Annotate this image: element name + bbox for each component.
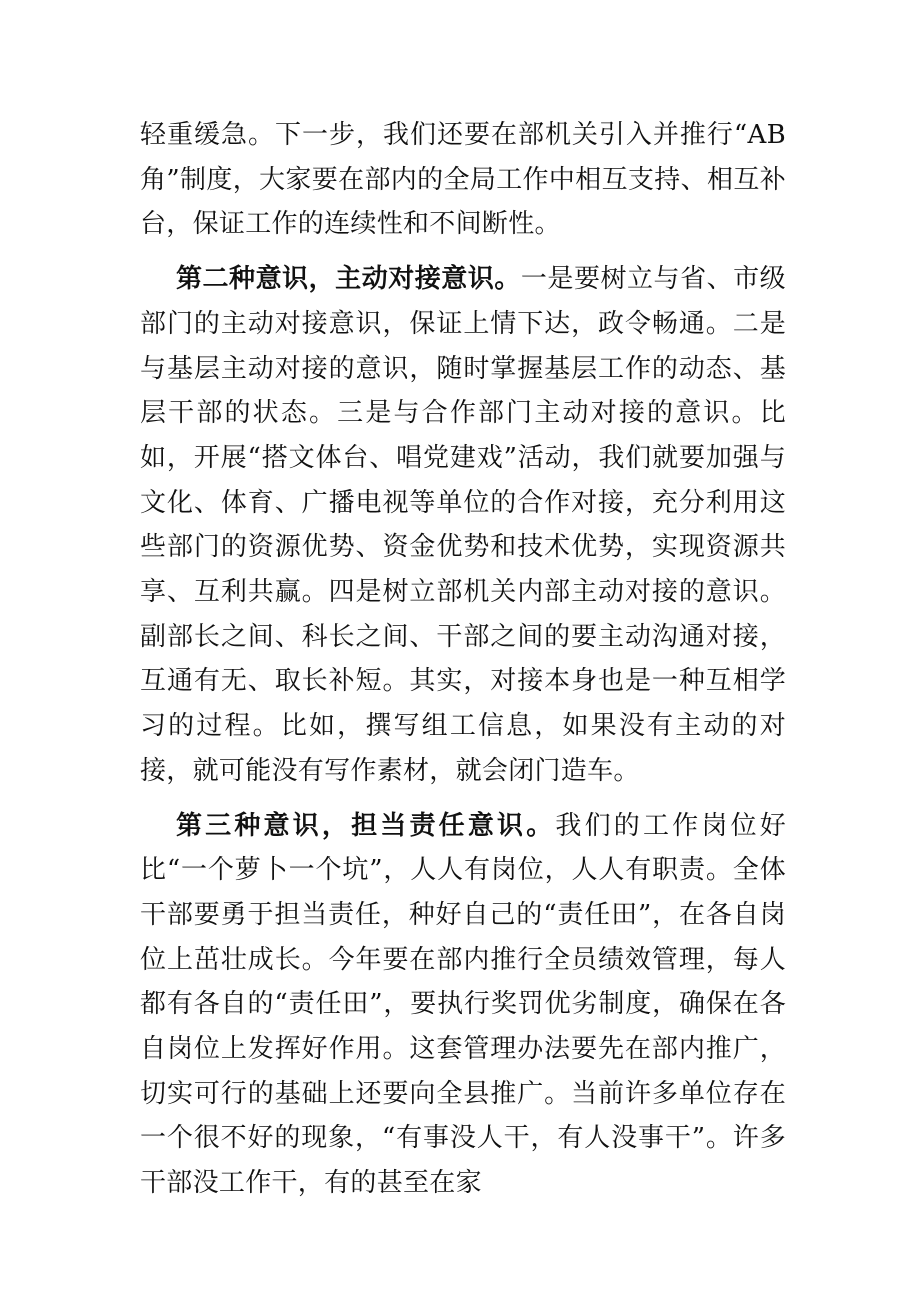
paragraph-continuation xyxy=(140,113,786,247)
paragraph-2-heading: 第二种意识，主动对接意识。 xyxy=(176,264,521,295)
document-body xyxy=(140,113,786,1216)
paragraph-3-text: 我们的工作岗位好比“一个萝卜一个坑”，人人有岗位，人人有职责。全体干部要勇于担当责任，种好自己的“责任田”，在各自岗位上茁壮成长。今年要在部内推行全员绩效管理，每人都有各自的“责任田”，要执行奖罚优劣制度，确保在各自岗位上发挥好作用。这套管理办法要先在部内推广，切实可行的基础上还要向全县推广。当前许多单位存在一个很不好的现象，“有事没人干，有人没事干”。许多干部没工作干，有的甚至在家 xyxy=(140,810,786,1199)
paragraph-second-awareness xyxy=(140,257,786,793)
paragraph-1-text: 轻重缓急。下一步，我们还要在部机关引入并推行“AB角”制度，大家要在部内的全局工作中相互支持、相互补台，保证工作的连续性和不间断性。 xyxy=(140,120,786,240)
paragraph-3-heading: 第三种意识，担当责任意识。 xyxy=(176,810,556,841)
paragraph-2-text: 一是要树立与省、市级部门的主动对接意识，保证上情下达，政令畅通。二是与基层主动对接的意识，随时掌握基层工作的动态、基层干部的状态。三是与合作部门主动对接的意识。比如，开展“搭文体台、唱党建戏”活动，我们就要加强与文化、体育、广播电视等单位的合作对接，充分利用这些部门的资源优势、资金优势和技术优势，实现资源共享、互利共赢。四是树立部机关内部主动对接的意识。副部长之间、科长之间、干部之间的要主动沟通对接，互通有无、取长补短。其实，对接本身也是一种互相学习的过程。比如，撰写组工信息，如果没有主动的对接，就可能没有写作素材，就会闭门造车。 xyxy=(140,264,786,786)
paragraph-third-awareness xyxy=(140,804,786,1206)
